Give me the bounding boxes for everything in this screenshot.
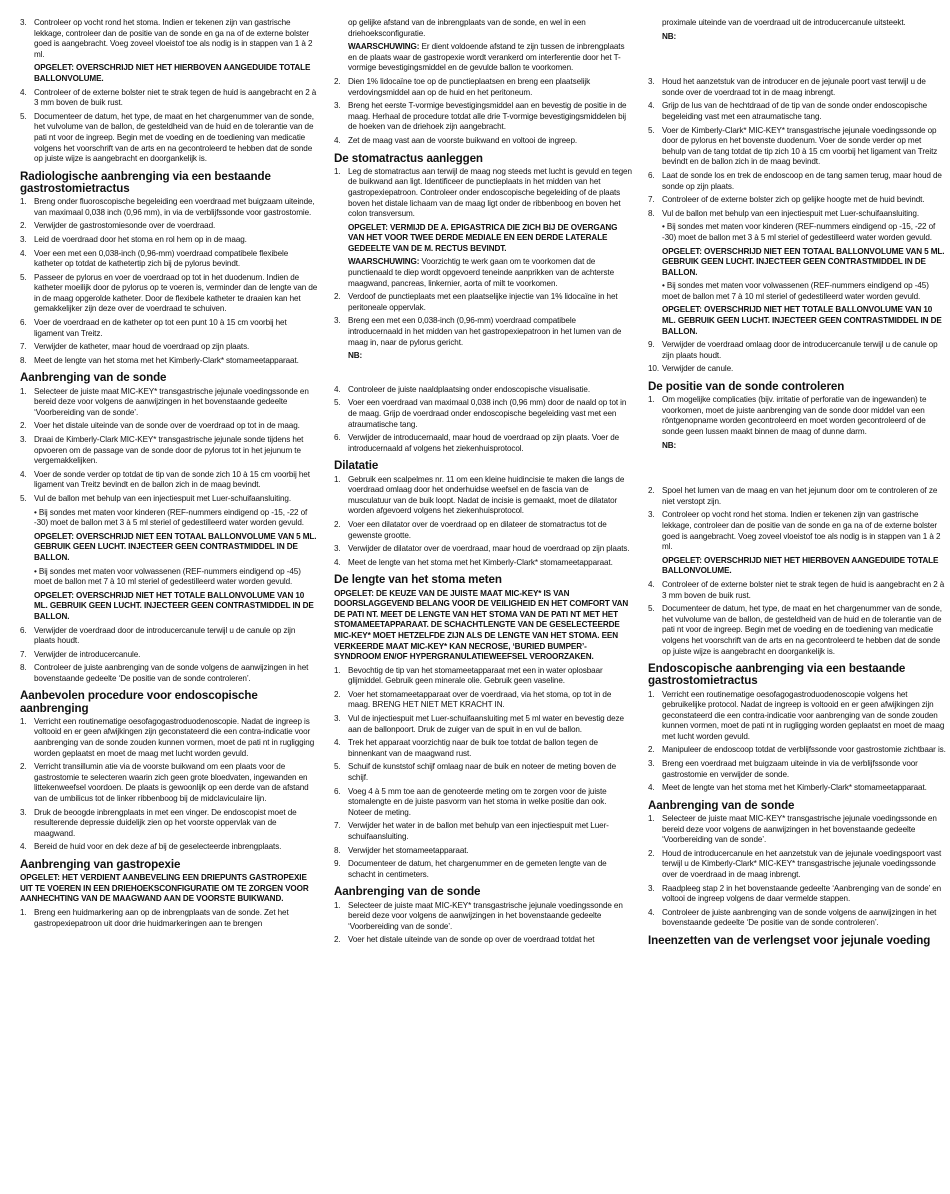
numbered-step [20,626,318,647]
numbered-step [334,292,632,313]
step-number: 4. [20,469,27,479]
caution-notice: OPGELET: OVERSCHRIJD NIET EEN TOTAAL BALLONVOLUME VAN 5 ML. GEBRUIK GEEN LUCHT. INJECTEER GEEN CONTRASTMIDDEL IN DE BALLON. [34,531,317,562]
step-text: Passeer de pylorus en voer de voerdraad op tot in het duodenum. Indien de katheter moeilijk door de pylorus op te voeren is, verminder dan de lengte van de in de maag opgerolde katheter. Door de flexibele katheter te draaien kan het gemakkelijker zijn deze over de voerdraad te schuiven. [34,272,318,314]
step-number: 4. [20,842,27,852]
step-number: 2. [648,486,655,496]
step-text: Selecteer de juiste maat MIC-KEY* transgastrische jejunale voedingssonde en bereid deze voor volgens de aanwijzingen in het bovenstaande gedeelte ‘Voorbereiding van de sonde’. [34,386,309,417]
numbered-step [648,126,946,168]
step-text: Verwijder de voerdraad door de introducercanule terwijl u de canule op zijn plaats houdt. [34,625,296,646]
step-number: 2. [334,935,341,945]
numbered-step [334,136,632,147]
step-number: 4. [648,907,655,917]
step-text: Leid de voerdraad door het stoma en rol hem op in de maag. [34,234,247,244]
step-text: Meet de lengte van het stoma met het Kimberly-Clark* stomameetapparaat. [348,557,613,567]
numbered-step [20,842,318,853]
step-text: Vul de injectiespuit met Luer-schuifaansluiting met 5 ml water en bevestig deze aan de ballonpoort. Druk de zuiger van de spuit in en vul de ballon. [348,714,624,734]
numbered-step [334,901,632,933]
section-heading: De lengte van het stoma meten [334,573,502,587]
step-number: 3. [20,234,27,244]
numbered-step [334,714,632,735]
numbered-step [20,318,318,339]
step-text: Verwijder de introducercanule. [34,649,141,659]
step-text: Trek het apparaat voorzichtig naar de buik toe totdat de ballon tegen de binnenkant van de maagwand rust. [348,738,598,758]
warning-notice: WAARSCHUWING: Voorzichtig te werk gaan om te voorkomen dat de punctienaald te diep wordt opgevoerd teneinde aanprikken van de achterste maagwand, pancreas, linkernier, aorta of milt te voorkomen. [348,257,614,288]
step-number: 6. [648,170,655,180]
text-column-1 [20,18,318,1194]
numbered-step [648,690,946,743]
text-column-3 [648,18,946,1194]
step-number: 1. [334,900,341,910]
numbered-step [334,475,632,517]
bullet-item: • Bij sondes met maten voor volwassenen (REF-nummers eindigend op -45) moet de ballon met 7 à 10 ml steriel of gedestilleerd water worden gevuld. [662,281,929,301]
caution-notice: OPGELET: OVERSCHRIJD NIET HET TOTALE BALLONVOLUME VAN 10 ML. GEBRUIK GEEN LUCHT. INJECTEER GEEN CONTRASTMIDDEL IN DE BALLON. [662,305,942,336]
step-text: Meet de lengte van het stoma met het Kimberly-Clark* stomameetapparaat. [34,355,299,365]
step-number: 1. [648,395,655,405]
step-text: Verricht een routinematige oesofagogastroduodenoscopie volgens het gebruikelijke protocol. Nadat de ingreep is voltooid en er geen afwijkingen zijn geconstateerd die een contra-indicatie voor aanbrenging van de sonde zouden kunnen vormen, moet de pati nt in rugligging worden geplaatst en moet de maag met lucht worden gevuld. [662,689,945,741]
numbered-step [20,88,318,109]
numbered-step [20,197,318,218]
caution-notice: OPGELET: DE KEUZE VAN DE JUISTE MAAT MIC-KEY* IS VAN DOORSLAGGEVEND BELANG VOOR DE VEILIGHEID EN HET COMFORT VAN DE PATI NT. MEET DE LENGTE VAN HET STOMA VAN DE PATI NT MET HET STOMAMEETAPPARAAT. DE SCHACHTLENGTE VAN DE GESELECTEERDE MIC-KEY* MOET HETZELFDE ZIJN ALS DE LENGTE VAN HET STOMA. EEN VERKEERDE MAAT MIC-KEY* KAN NECROSE, ‘BURIED BUMPER’-SYNDROOM EN/OF HYPERGRANULATIEWEEFSEL VEROORZAKEN. [334,588,629,662]
step-number: 7. [648,195,655,205]
numbered-step [648,195,946,206]
numbered-step [334,433,632,454]
step-text: Verricht een routinematige oesofagogastroduodenoscopie. Nadat de ingreep is voltooid en er geen afwijkingen zijn geconstateerd die een contra-indicatie voor aanbrenging van de sonde zouden kunnen vormen, moet de pati nt in rugligging worden geplaatst en moet de maag met lucht worden gevuld. [34,716,315,758]
numbered-step [20,342,318,353]
step-text: Verwijder de canule. [662,364,734,374]
step-text: Breng het eerste T-vormige bevestigingsmiddel aan en bevestig de positie in de maag. Herhaal de procedure totdat alle drie T-vormige bevestigingsmiddelen bij de hoeken van de driehoek zijn aangebracht. [348,101,627,132]
numbered-step [648,171,946,192]
step-text: Breng een met een 0,038-inch (0,96-mm) voerdraad compatibele introducernaald in het midden van het gastropexiepatroon in het lumen van de maag in, naar de pylorus gericht. [348,316,622,347]
numbered-step [20,908,318,929]
numbered-step [334,398,632,430]
step-text: Controleer of de externe bolster niet te strak tegen de huid is aangebracht en 2 à 3 mm boven de buik rust. [34,87,317,108]
step-number: 1. [20,908,27,917]
step-text: Voer het distale uiteinde van de sonde op over de voerdraad totdat het [348,935,595,945]
numbered-step [648,884,946,905]
step-number: 2. [334,519,341,529]
numbered-step [334,167,632,220]
caution-notice: OPGELET: OVERSCHRIJD NIET EEN TOTAAL BALLONVOLUME VAN 5 ML. GEBRUIK GEEN LUCHT. INJECTEER GEEN CONTRASTMIDDEL IN DE BALLON. [662,246,945,277]
step-number: 4. [334,384,341,394]
step-number: 5. [648,604,655,614]
step-number: 7. [20,342,27,352]
step-number: 6. [334,786,341,796]
numbered-step [648,77,946,98]
step-text: Vul de ballon met behulp van een injectiespuit met Luer-schuifaansluiting. [662,208,919,218]
step-number: 8. [20,663,27,673]
step-text: Voer een met een 0,038-inch (0,96-mm) voerdraad compatibele flexibele katheter op totdat de kathetertip zich bij de pylorus bevindt. [34,248,289,269]
section-heading: Dilatatie [334,459,379,473]
numbered-step [334,558,632,569]
section-heading: Aanbrenging van de sonde [20,371,167,385]
step-number: 5. [334,398,341,408]
numbered-step [648,604,946,657]
numbered-step [20,235,318,246]
step-number: 1. [648,814,655,824]
numbered-step [334,690,632,711]
caution-notice: OPGELET: HET VERDIENT AANBEVELING EEN DRIEPUNTS GASTROPEXIE UIT TE VOEREN IN EEN DRIEHOEKSCONFIGURATIE OM TE ZORGEN VOOR AANHECHTING VAN DE MAAGWAND AAN DE VOORSTE BUIKWAND. [20,873,309,904]
step-text: Voer een dilatator over de voerdraad op en dilateer de stomatractus tot de gewenste grootte. [348,519,607,540]
step-text: Verdoof de punctieplaats met een plaatselijke injectie van 1% lidocaïne in het peritoneale oppervlak. [348,292,618,312]
numbered-step [648,101,946,122]
step-number: 8. [648,208,655,218]
bullet-item: • Bij sondes met maten voor volwassenen (REF-nummers eindigend op -45) moet de ballon met 7 à 10 ml steriel of gedestilleerd water worden gevuld. [34,566,301,587]
numbered-step [20,249,318,270]
step-number: 1. [334,166,341,176]
step-text: Bevochtig de tip van het stomameetapparaat met een in water oplosbaar glijmiddel. Gebruik geen minerale olie. Gebruik geen vaseline. [348,665,603,686]
step-text: Verwijder het stomameetapparaat. [348,845,469,855]
numbered-step [20,762,318,804]
numbered-step [648,364,946,375]
step-number: 5. [20,111,27,121]
numbered-step [20,435,318,467]
step-text: Draai de Kimberly-Clark MIC-KEY* transgastrische jejunale sonde tijdens het opvoeren om de passage van de sonde door de pylorus tot in het jejunum te vergemakkelijken. [34,435,304,466]
step-number: 8. [334,845,341,855]
numbered-step [334,101,632,133]
step-text: Breng onder fluoroscopische begeleiding een voerdraad met buigzaam uiteinde, van maximaal 0,038 inch (0,96 mm), in via de verblijfssonde voor gastrostomie. [34,197,315,217]
step-text: Leg de stomatractus aan terwijl de maag nog steeds met lucht is gevuld en tegen de buikwand aan ligt. Identificeer de punctieplaats in het midden van het gastropexiepatroon. Controleer onder endoscopische begeleiding of de plaats boven het distale lichaam van de maag ligt onder de ribbenboog en boven het colon transversum. [348,166,632,219]
step-number: 2. [20,421,27,431]
step-text: Verwijder het water in de ballon met behulp van een injectiespuit met Luer-schuifaansluiting. [348,821,609,842]
step-text: Houd het aanzetstuk van de introducer en de jejunale poort vast terwijl u de sonde over de voerdraad tot in de maag inbrengt. [662,77,926,97]
step-number: 3. [334,714,341,724]
numbered-step [20,356,318,367]
step-number: 3. [334,544,341,554]
numbered-step [20,387,318,419]
section-heading: Aanbevolen procedure voor endoscopische aanbrenging [20,689,258,715]
step-number: 3. [648,510,655,520]
numbered-step [334,762,632,783]
step-text: Verwijder de gastrostomiesonde over de voerdraad. [34,221,216,231]
step-text: Druk de beoogde inbrengplaats in met een vinger. De endoscopist moet de resulterende depressie duidelijk zien op het voorste oppervlak van de maagwand. [34,807,297,838]
numbered-step [648,783,946,794]
step-text: Documenteer de datum, het type, de maat en het chargenummer van de sonde, het vulvolume van de ballon, de gesteldheid van de huid en de tolerantie van de pati nt voor de ingreep. Begin met de voeding en de toediening van medicatie volgens het voorschrift van de arts en na gecontroleerd te hebben dat de sonde op juiste wijze is aangebracht en doorgankelijk is. [662,604,942,656]
step-number: 2. [334,292,341,302]
step-text: Controleer de juiste naaldplaatsing onder endoscopische visualisatie. [348,384,590,394]
note-label: NB: [662,440,677,450]
step-number: 1. [20,716,27,726]
step-text: Manipuleer de endoscoop totdat de verblijfssonde voor gastrostomie zichtbaar is. [662,745,946,755]
step-text: Grijp de lus van de hechtdraad of de tip van de sonde onder endoscopische begeleiding vast met een atraumatische tang. [662,101,928,121]
step-number: 5. [648,125,655,135]
numbered-step [334,738,632,759]
step-number: 4. [334,738,341,748]
numbered-step [334,846,632,857]
step-number: 9. [334,859,341,869]
bullet-item: • Bij sondes met maten voor kinderen (REF-nummers eindigend op -15, -22 of -30) moet de ballon met 3 à 5 ml steriel of gedestilleerd water worden gevuld. [34,507,308,528]
numbered-step [648,340,946,361]
step-text: Verricht transillumin atie via de voorste buikwand om een plaats voor de gastrostomie te selecteren waarin zich geen grote bloedvaten, ingewanden en littekenweefsel voordoen. De plaats is gewoonlijk op een derde van de afstand van de umbilicus tot de linker ribbenboog bij de midclaviculaire lijn. [34,762,309,804]
section-heading: Aanbrenging van de sonde [648,798,795,812]
step-number: 2. [648,745,655,755]
step-number: 4. [648,101,655,111]
step-number: 1. [20,386,27,396]
step-text: Raadpleeg stap 2 in het bovenstaande gedeelte ‘Aanbrenging van de sonde’ en voltooi de ingreep volgens de daar vermelde stappen. [662,883,942,904]
step-text: Voer de sonde verder op totdat de tip van de sonde zich 10 à 15 cm voorbij het ligament van Treitz bevindt en de ballon zich in de maag bevindt. [34,469,310,490]
step-text: Verwijder de katheter, maar houd de voerdraad op zijn plaats. [34,342,250,352]
step-number: 1. [334,474,341,484]
step-text: Voer de Kimberly-Clark* MIC-KEY* transgastrische jejunale voedingssonde op door de pylorus en het bovenste duodenum. Voer de sonde verder op met behulp van de tang totdat de tip zich 10 à 15 cm voorbij het ligament van Treitz bevindt en de ballon zich in de maag bevindt. [662,125,938,167]
numbered-step [334,821,632,842]
numbered-step [334,544,632,555]
step-text: Gebruik een scalpelmes nr. 11 om een kleine huidincisie te maken die langs de voerdraad omlaag door het onderhuidse weefsel en de fascia van de musculatuur van de buik loopt. Nadat de incisie is gemaakt, moet de dilatator worden afgevoerd volgens het ziekenhuisprotocol. [348,474,625,516]
numbered-step [648,580,946,601]
step-text: Vul de ballon met behulp van een injectiespuit met Luer-schuifaansluiting. [34,493,291,503]
step-number: 1. [20,197,27,207]
caution-notice: OPGELET: OVERSCHRIJD NIET HET HIERBOVEN AANGEDUIDE TOTALE BALLONVOLUME. [34,63,311,83]
step-number: 3. [334,101,341,111]
step-number: 3. [648,77,655,87]
step-text: Zet de maag vast aan de voorste buikwand en voltooi de ingreep. [348,135,578,145]
numbered-step [20,470,318,491]
step-text: Laat de sonde los en trek de endoscoop en de tang samen terug, maar houd de sonde op zijn plaats. [662,170,942,191]
step-number: 1. [334,665,341,675]
numbered-step [334,787,632,819]
step-number: 9. [648,340,655,350]
numbered-step [648,486,946,507]
numbered-step [334,316,632,348]
step-number: 8. [20,355,27,365]
step-text: Voer een voerdraad van maximaal 0,038 inch (0,96 mm) door de naald op tot in de maag. Grijp de voerdraad onder endoscopische begeleiding vast met een atraumatische tang. [348,398,627,429]
step-number: 3. [20,435,27,445]
step-text: Verwijder de dilatator over de voerdraad, maar houd de voerdraad op zijn plaats. [348,544,630,554]
spacer [648,45,946,77]
step-number: 5. [20,493,27,503]
paragraph: op gelijke afstand van de inbrengplaats van de sonde, en wel in een driehoeksconfiguratie. [348,18,586,38]
step-text: Spoel het lumen van de maag en van het jejunum door om te controleren of ze niet verstopt zijn. [662,486,938,506]
step-text: Documenteer de datum, het type, de maat en het chargenummer van de sonde, het vulvolume van de ballon, de gesteldheid van de huid en de tolerantie van de pati nt voor de ingreep. Begin met de voeding en de toediening van medicatie volgens het voorschrift van de arts en na gecontroleerd te hebben dat de sonde op juiste wijze is aangebracht en doorgankelijk is. [34,111,314,164]
numbered-step [334,935,632,946]
step-number: 5. [20,272,27,282]
step-number: 3. [648,759,655,769]
step-number: 3. [20,18,27,27]
numbered-step [20,221,318,232]
numbered-step [20,494,318,505]
step-number: 4. [20,87,27,97]
step-number: 2. [648,848,655,858]
section-heading: Aanbrenging van de sonde [334,885,481,899]
step-number: 7. [334,821,341,831]
step-text: Meet de lengte van het stoma met het Kimberly-Clark* stomameetapparaat. [662,783,927,793]
numbered-step [20,273,318,315]
numbered-step [334,666,632,687]
step-text: Breng een huidmarkering aan op de inbrengplaats van de sonde. Zet het gastropexiepatroon uit door drie huidmarkeringen aan te brengen [34,908,289,928]
step-text: Controleer op vocht rond het stoma. Indien er tekenen zijn van gastrische lekkage, controleer dan de positie van de sonde en ga na of de externe bolster goed is aangebracht. Voeg zoveel vloeistof toe als nodig is in stappen van 1 à 2 ml. [34,18,313,59]
step-text: Breng een voerdraad met buigzaam uiteinde in via de verblijfssonde voor gastrostomie en verwijder de sonde. [662,759,918,779]
step-text: Bereid de huid voor en dek deze af bij de geselecteerde inbrengplaats. [34,842,282,852]
section-heading: Aanbrenging van gastropexie [20,858,181,872]
text-column-2 [334,18,632,1194]
step-text: Controleer of de externe bolster niet te strak tegen de huid is aangebracht en 2 à 3 mm boven de buik rust. [662,579,945,600]
step-text: Controleer de juiste aanbrenging van de sonde volgens de aanwijzingen in het bovenstaande gedeelte ‘De positie van de sonde controleren’. [34,663,309,683]
numbered-step [648,209,946,220]
numbered-step [648,510,946,552]
step-text: Selecteer de juiste maat MIC-KEY* transgastrische jejunale voedingssonde en bereid deze voor volgens de aanwijzingen in het bovenstaande gedeelte ‘Voorbereiding van de sonde’. [348,900,623,931]
numbered-step [20,421,318,432]
step-number: 5. [334,762,341,772]
step-number: 4. [334,557,341,567]
paragraph: proximale uiteinde van de voerdraad uit de introducercanule uitsteekt. [662,18,906,27]
section-heading: De stomatractus aanleggen [334,151,483,165]
step-number: 1. [648,689,655,699]
warning-label: WAARSCHUWING: [348,257,420,267]
numbered-step [334,859,632,880]
step-text: Schuif de kunststof schijf omlaag naar de buik en noteer de meting boven de schijf. [348,762,617,783]
step-text: Verwijder de introducernaald, maar houd de voerdraad op zijn plaats. Voer de introducernaald af volgens het ziekenhuisprotocol. [348,433,620,453]
caution-notice: OPGELET: VERMIJD DE A. EPIGASTRICA DIE ZICH BIJ DE OVERGANG VAN HET VOOR TWEE DERDE MEDIALE EN EEN DERDE LATERALE GEDEELTE VAN DE M. RECTUS BEVINDT. [348,222,618,253]
step-number: 2. [20,762,27,772]
numbered-step [648,745,946,756]
numbered-step [20,717,318,759]
numbered-step [648,759,946,780]
section-heading: Endoscopische aanbrenging via een bestaande gastrostomietractus [648,662,906,688]
section-heading: Ineenzetten van de verlengset voor jejunale voeding [648,934,931,947]
step-text: Voeg 4 à 5 mm toe aan de genoteerde meting om te zorgen voor de juiste stomalengte en de juiste pasvorm van het stoma in welke positie dan ook. Noteer de meting. [348,786,607,817]
step-text: Voer het distale uiteinde van de sonde over de voerdraad op tot in de maag. [34,421,300,431]
numbered-step [334,77,632,98]
caution-notice: OPGELET: OVERSCHRIJD NIET HET HIERBOVEN AANGEDUIDE TOTALE BALLONVOLUME. [662,555,939,576]
step-number: 2. [334,689,341,699]
section-heading: De positie van de sonde controleren [648,380,845,394]
step-number: 3. [648,883,655,893]
numbered-step [334,520,632,541]
step-text: Verwijder de voerdraad omlaag door de introducercanule terwijl u de canule op zijn plaats houdt. [662,340,938,360]
step-text: Selecteer de juiste maat MIC-KEY* transgastrische jejunale voedingssonde en bereid deze voor volgens de aanwijzingen in het bovenstaande gedeelte ‘Voorbereiding van de sonde’. [662,814,937,845]
warning-label: WAARSCHUWING: [348,42,420,52]
step-text: Houd de introducercanule en het aanzetstuk van de jejunale voedingspoort vast terwijl u de Kimberly-Clark* MIC-KEY* transgastrische jejunale voedingssonde over de voerdraad in de maag inbrengt. [662,848,942,880]
step-number: 2. [20,221,27,231]
step-text: Om mogelijke complicaties (bijv. irritatie of perforatie van de ingewanden) te voorkomen, moet de juiste aanbrenging van de sonde door middel van een röntgenopname worden gecontroleerd en moet worden gecontroleerd of de sonde geen lussen maakt binnen de maag of dunne darm. [662,395,927,437]
step-number: 3. [20,807,27,817]
step-number: 4. [648,783,655,793]
numbered-step [648,849,946,881]
step-number: 4. [334,135,341,145]
step-text: Voer het stomameetapparaat over de voerdraad, via het stoma, op tot in de maag. BRENG HET NIET MET KRACHT IN. [348,689,612,710]
step-number: 4. [20,248,27,258]
note-label: NB: [662,31,677,41]
numbered-step [20,112,318,165]
spacer [334,365,632,385]
numbered-step [20,650,318,661]
step-text: Controleer de juiste aanbrenging van de sonde volgens de aanwijzingen in het bovenstaande gedeelte ‘De positie van de sonde controleren’. [662,907,937,928]
step-number: 6. [20,318,27,328]
step-text: Dien 1% lidocaïne toe op de punctieplaatsen en breng een plaatselijk verdovingsmiddel aan op de huid en het peritoneum. [348,76,591,97]
step-number: 2. [334,76,341,86]
spacer [648,454,946,486]
warning-notice: WAARSCHUWING: Er dient voldoende afstand te zijn tussen de inbrengplaats en de plaats waar de gastropexie wordt verankerd om interferentie door het T-vormige bevestigingsmiddel en de gevulde ballon te voorkomen. [348,42,625,73]
bullet-item: • Bij sondes met maten voor kinderen (REF-nummers eindigend op -15, -22 of -30) moet de ballon met 3 à 5 ml steriel of gedestilleerd water worden gevuld. [662,222,936,242]
step-number: 7. [20,649,27,659]
numbered-step [20,808,318,840]
caution-notice: OPGELET: OVERSCHRIJD NIET HET TOTALE BALLONVOLUME VAN 10 ML. GEBRUIK GEEN LUCHT. INJECTEER GEEN CONTRASTMIDDEL IN DE BALLON. [34,590,314,621]
step-number: 10. [648,364,659,374]
numbered-step [334,385,632,396]
step-text: Voer de voerdraad en de katheter op tot een punt 10 à 15 cm voorbij het ligament van Treitz. [34,318,287,338]
step-text: Documenteer de datum, het chargenummer en de gemeten lengte van de schacht in centimeters. [348,859,607,879]
section-heading: Radiologische aanbrenging via een bestaande gastrostomietractus [20,169,271,195]
numbered-step [20,663,318,684]
step-number: 6. [20,625,27,635]
numbered-step [648,814,946,846]
step-number: 6. [334,433,341,443]
step-number: 4. [648,579,655,589]
step-text: Controleer of de externe bolster zich op gelijke hoogte met de huid bevindt. [662,195,925,205]
step-text: Controleer op vocht rond het stoma. Indien er tekenen zijn van gastrische lekkage, controleer dan de positie van de sonde en ga na of de externe bolster goed is aangebracht. Voeg zoveel vloeistof toe als nodig is in stappen van 1 à 2 ml. [662,510,941,552]
step-number: 3. [334,316,341,326]
note-label: NB: [348,351,363,361]
numbered-step [648,908,946,929]
numbered-step [20,18,318,60]
numbered-step [648,395,946,437]
